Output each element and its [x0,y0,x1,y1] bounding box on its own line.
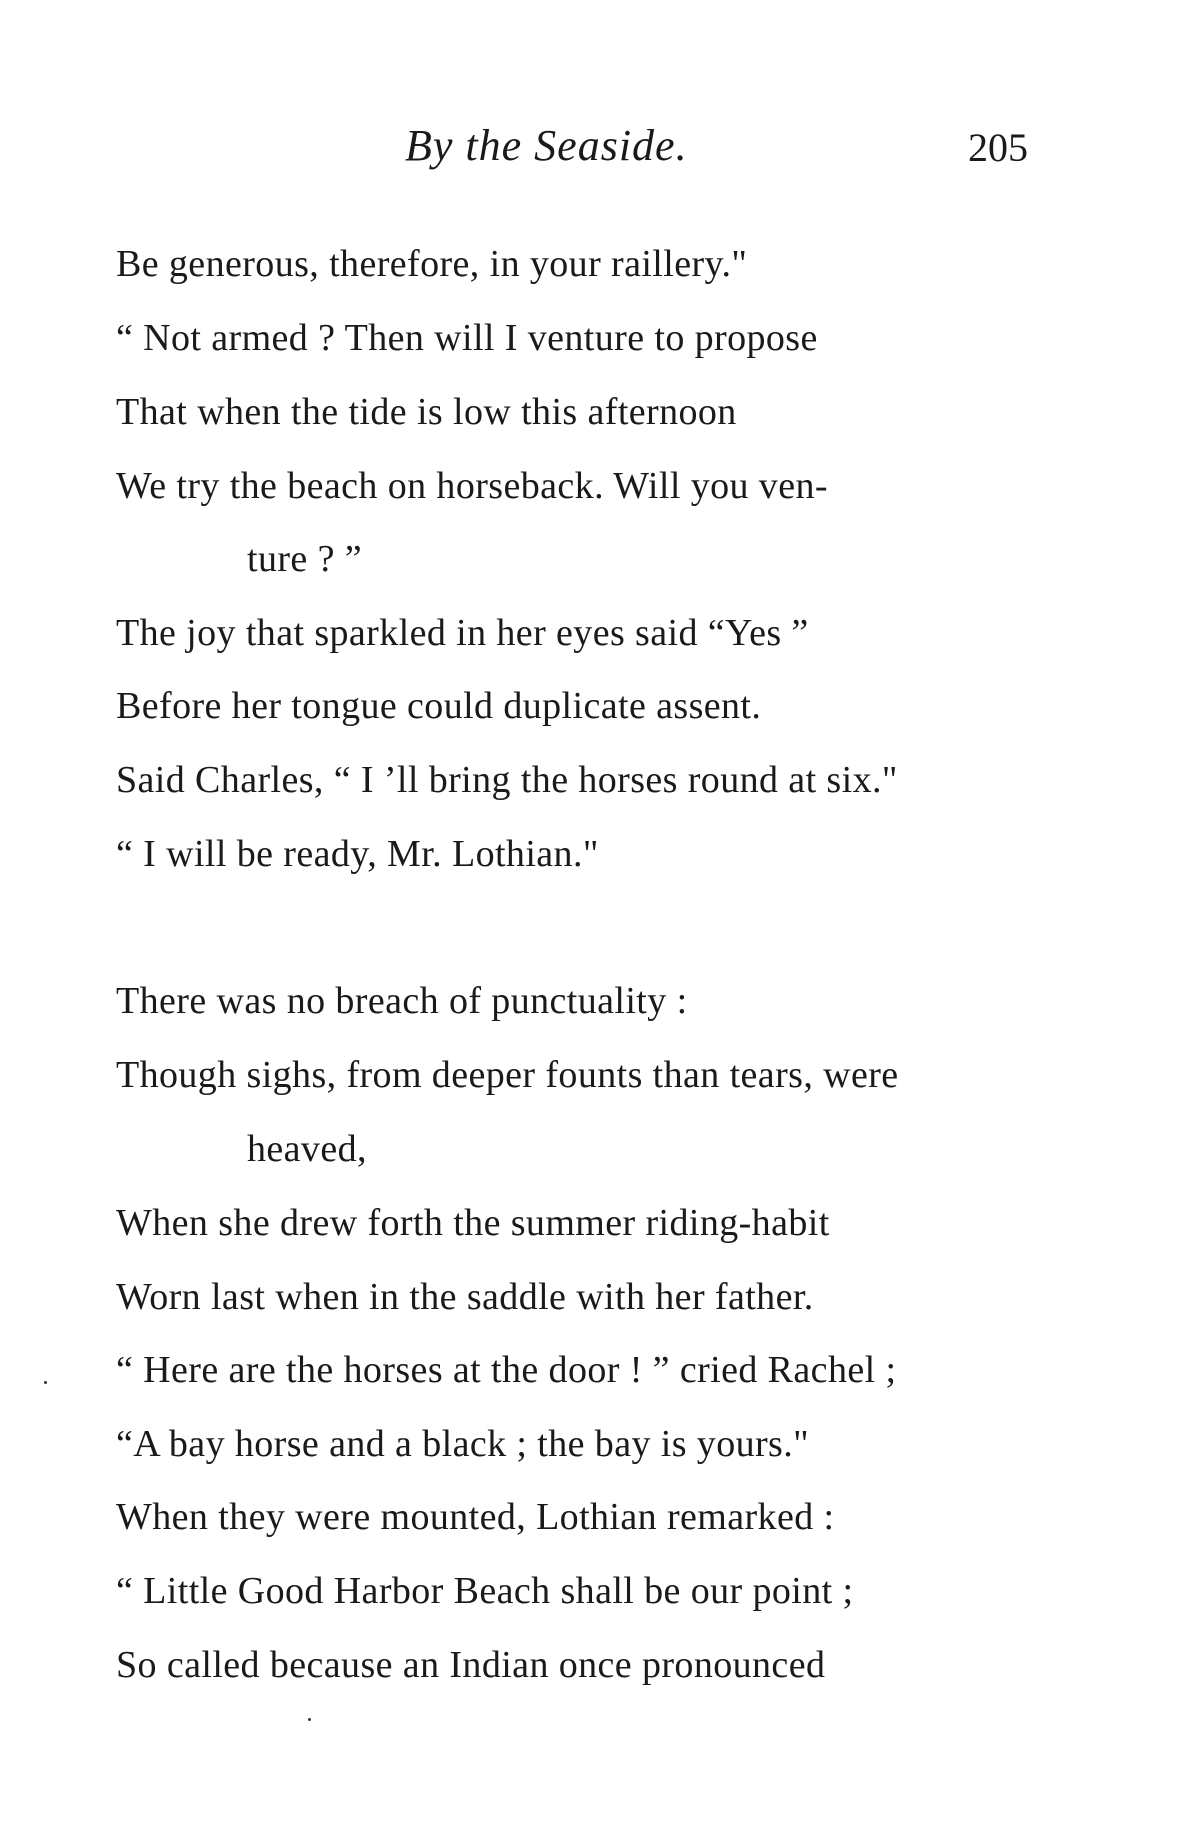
verse-line: So called because an Indian once pronounced [116,1644,826,1686]
verse-line: When she drew forth the summer riding-habit [116,1202,830,1244]
verse-line-continuation: ture ? ” [247,538,363,580]
verse-line: Though sighs, from deeper founts than tears, were [116,1054,899,1096]
verse-line: Worn last when in the saddle with her father. [116,1276,814,1318]
verse-line: Before her tongue could duplicate assent. [116,685,762,727]
verse-line: That when the tide is low this afternoon [116,391,737,433]
verse-line: There was no breach of punctuality : [116,980,688,1022]
running-title: By the Seaside. [405,121,688,170]
verse-line: “A bay horse and a black ; the bay is yours." [116,1423,810,1465]
page-number: 205 [968,125,1028,170]
verse-line: “ Here are the horses at the door ! ” cried Rachel ; [116,1349,897,1391]
verse-line: The joy that sparkled in her eyes said “Yes ” [116,612,809,654]
margin-speck [308,1718,311,1721]
margin-speck [44,1381,47,1384]
verse-line: When they were mounted, Lothian remarked : [116,1496,835,1538]
verse-line: “ Little Good Harbor Beach shall be our point ; [116,1570,854,1612]
verse-line: “ I will be ready, Mr. Lothian." [116,833,599,875]
verse-line: We try the beach on horseback. Will you ven- [116,465,828,507]
verse-line-continuation: heaved, [247,1128,367,1170]
verse-line: Said Charles, “ I ’ll bring the horses round at six." [116,759,898,801]
verse-line: “ Not armed ? Then will I venture to propose [116,317,818,359]
verse-line: Be generous, therefore, in your raillery." [116,243,748,285]
